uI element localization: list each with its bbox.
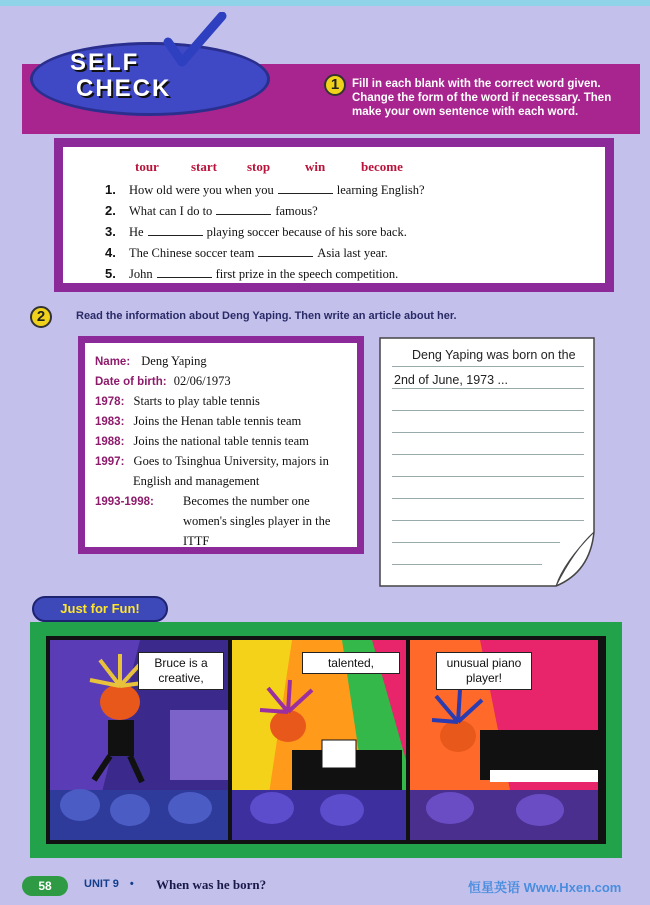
- info-key: 1988:: [95, 436, 125, 448]
- page-number: 58: [22, 876, 68, 896]
- exercise2-number: 2: [30, 306, 52, 328]
- info-value: Becomes the number one: [183, 494, 310, 508]
- info-value: Goes to Tsinghua University, majors in: [133, 454, 329, 468]
- article-line-1: Deng Yaping was born on the: [412, 348, 576, 362]
- question-number: 5.: [105, 266, 116, 281]
- question-text: Asia last year.: [317, 246, 388, 260]
- word-bank-item: win: [305, 159, 326, 174]
- info-value: Starts to play table tennis: [133, 394, 260, 408]
- unit-label: UNIT 9: [84, 878, 119, 890]
- question-text: first prize in the speech competition.: [215, 267, 399, 281]
- speech-bubble-2: talented,: [302, 652, 400, 674]
- info-key: 1993-1998:: [95, 496, 154, 508]
- question-text: famous?: [275, 204, 318, 218]
- writing-line: [392, 564, 542, 565]
- question-number: 4.: [105, 245, 116, 260]
- info-row: [95, 491, 154, 512]
- info-value: women's singles player in the: [183, 514, 331, 528]
- exercise1-instruction: Fill in each blank with the correct word given. Change the form of the word if necessary. Then make your own sentence with each word.: [352, 78, 612, 118]
- info-row-continued: [183, 491, 310, 511]
- info-value: Deng Yaping: [141, 354, 207, 368]
- info-key: 1978:: [95, 396, 125, 408]
- question-number: 1.: [105, 182, 116, 197]
- writing-line: [392, 498, 584, 499]
- self-check-title: [62, 50, 232, 102]
- footer-bullet: •: [129, 878, 134, 890]
- question-row: [105, 203, 318, 219]
- question-row: [105, 182, 425, 198]
- info-value: Joins the Henan table tennis team: [133, 414, 302, 428]
- question-text: John: [129, 267, 153, 281]
- comic-frame: [30, 622, 622, 858]
- question-row: [105, 245, 388, 261]
- title-line1: SELF: [70, 49, 140, 76]
- question-text: He: [129, 225, 144, 239]
- word-bank-item: become: [361, 159, 403, 174]
- question-row: [105, 224, 407, 240]
- word-bank-item: tour: [135, 159, 159, 174]
- writing-area[interactable]: [378, 336, 596, 588]
- speech-bubble-1: Bruce is a creative,: [138, 652, 224, 690]
- info-value: 02/06/1973: [173, 374, 231, 388]
- answer-blank[interactable]: [157, 268, 212, 278]
- writing-line: [392, 388, 584, 389]
- info-key: 1983:: [95, 416, 125, 428]
- answer-blank[interactable]: [278, 184, 333, 194]
- question-text: learning English?: [336, 183, 425, 197]
- info-key: Date of birth:: [95, 376, 167, 388]
- writing-line: [392, 454, 584, 455]
- footer-unit: [84, 878, 134, 890]
- question-row: [105, 266, 398, 282]
- info-row-continued: [133, 471, 259, 491]
- writing-line: [392, 542, 560, 543]
- info-row: [95, 371, 231, 392]
- exercise1-box: [54, 138, 614, 292]
- top-strip: [0, 0, 650, 6]
- exercise2-instruction: Read the information about Deng Yaping. Then write an article about her.: [76, 310, 457, 322]
- info-row: [95, 451, 329, 472]
- info-row-continued: [183, 511, 330, 531]
- word-bank-item: stop: [247, 159, 271, 174]
- info-key: Name:: [95, 356, 131, 368]
- info-row: [95, 411, 301, 432]
- watermark: 恒星英语 Www.Hxen.com: [468, 880, 622, 895]
- info-row-continued: [183, 531, 209, 551]
- question-text: What can I do to: [129, 204, 213, 218]
- info-value: ITTF: [183, 534, 210, 548]
- word-bank-item: start: [191, 159, 217, 174]
- info-key: 1997:: [95, 456, 125, 468]
- writing-line: [392, 432, 584, 433]
- writing-line: [392, 476, 584, 477]
- question-text: The Chinese soccer team: [129, 246, 255, 260]
- info-value: Joins the national table tennis team: [133, 434, 309, 448]
- writing-line: [392, 366, 584, 367]
- info-row: [95, 351, 207, 372]
- question-text: playing soccer because of his sore back.: [206, 225, 407, 239]
- question-number: 2.: [105, 203, 116, 218]
- writing-line: [392, 520, 584, 521]
- just-for-fun-label: Just for Fun!: [32, 596, 168, 622]
- answer-blank[interactable]: [148, 226, 203, 236]
- question-text: How old were you when you: [129, 183, 274, 197]
- speech-bubble-3: unusual piano player!: [436, 652, 532, 690]
- info-row: [95, 391, 260, 412]
- info-card: [78, 336, 364, 554]
- comic-strip: [46, 636, 606, 844]
- article-line-2: 2nd of June, 1973 ...: [394, 373, 508, 387]
- footer-title: When was he born?: [156, 877, 267, 892]
- question-number: 3.: [105, 224, 116, 239]
- writing-line: [392, 410, 584, 411]
- info-row: [95, 431, 309, 452]
- answer-blank[interactable]: [258, 247, 313, 257]
- title-line2: CHECK: [76, 75, 172, 102]
- info-value: English and management: [133, 474, 260, 488]
- word-bank: [135, 159, 403, 175]
- exercise1-number: 1: [324, 74, 346, 96]
- answer-blank[interactable]: [216, 205, 271, 215]
